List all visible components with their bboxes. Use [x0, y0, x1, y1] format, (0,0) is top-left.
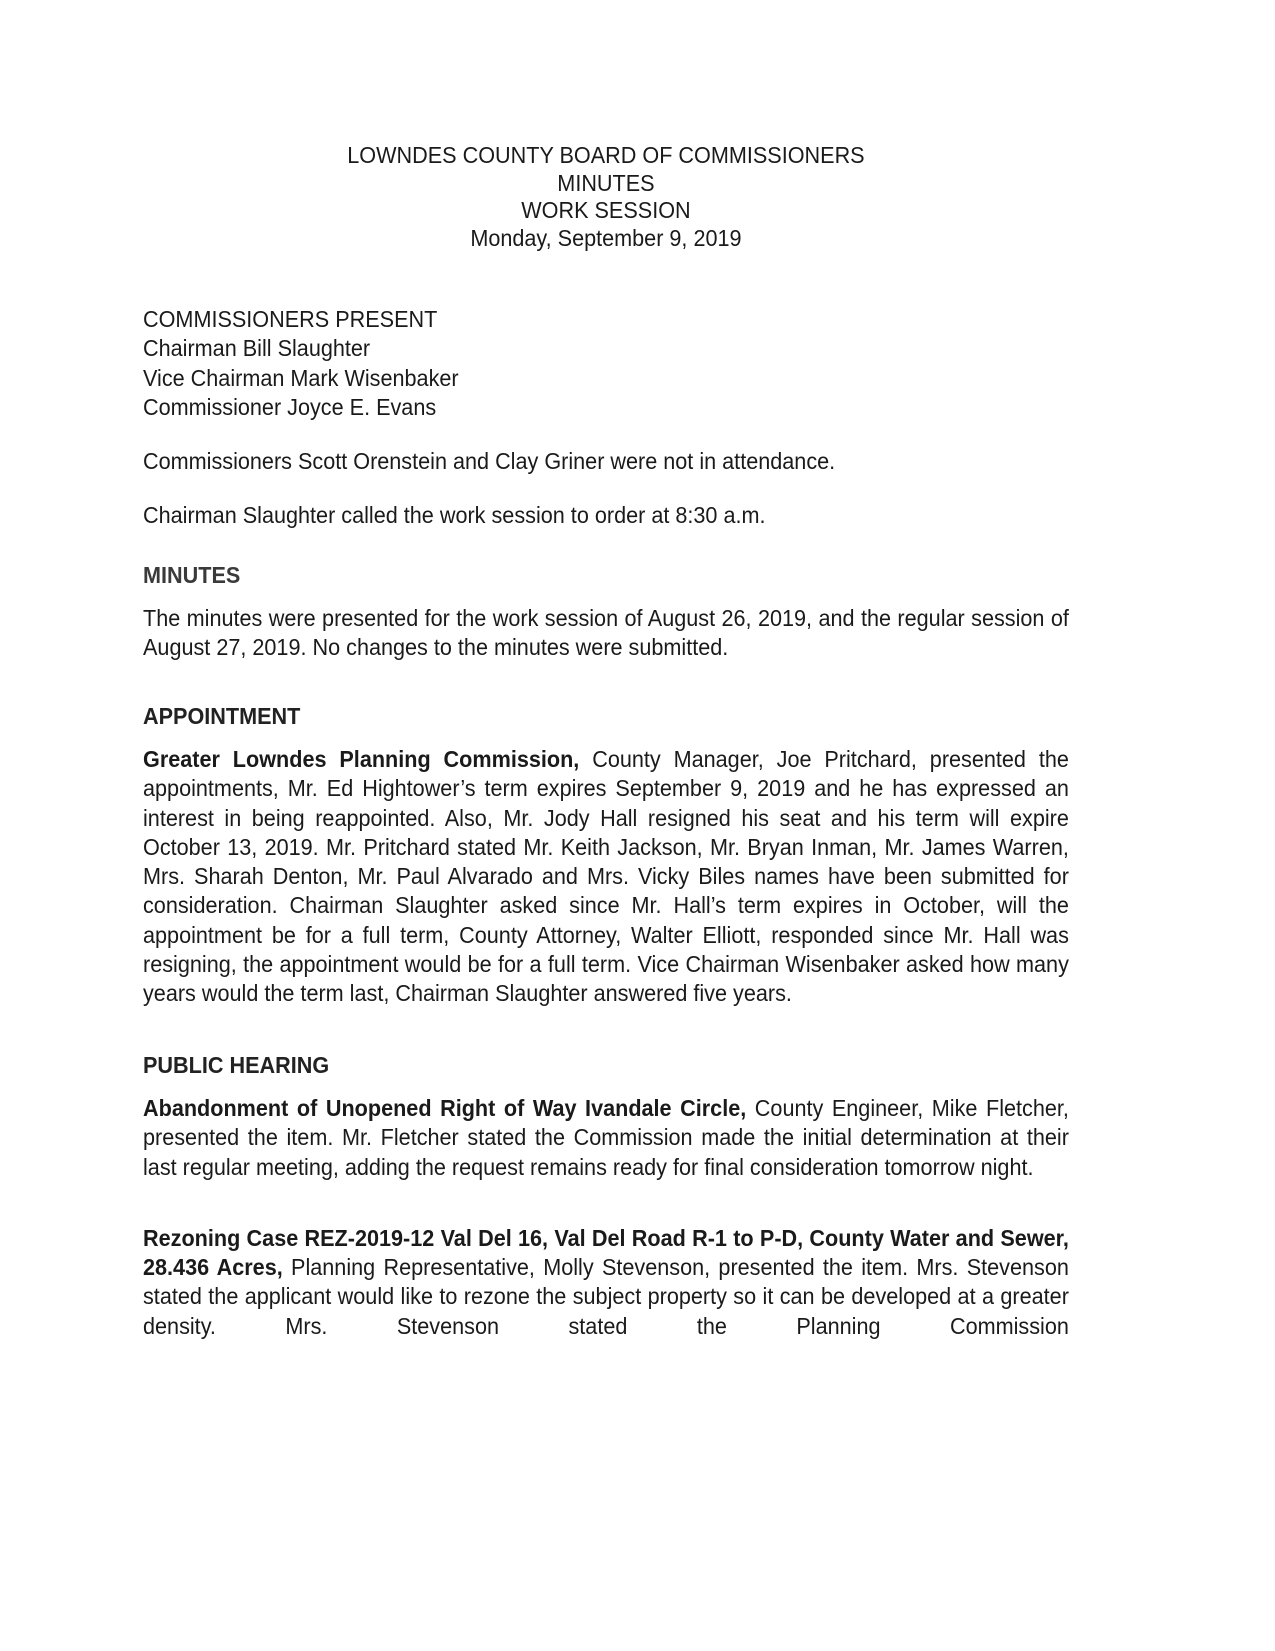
header-document-type: MINUTES	[557, 169, 655, 196]
absent-statement: Commissioners Scott Orenstein and Clay Griner were not in attendance.	[143, 448, 836, 475]
attendee: Commissioner Joyce E. Evans	[143, 393, 437, 420]
attendee: Chairman Bill Slaughter	[143, 335, 371, 362]
attendance-title: COMMISSIONERS PRESENT	[143, 306, 438, 332]
document-header	[143, 142, 1069, 252]
attendee: Vice Chairman Mark Wisenbaker	[143, 364, 459, 391]
item-text: Planning Representative, Molly Stevenson, presented the item. Mrs. Stevenson stated the applicant would like to rezone the subject property so it can be developed at a greater density. Mrs. Stevenson stated the Planning Commission	[143, 1254, 1069, 1339]
item-title: Abandonment of Unopened Right of Way Ivandale Circle,	[143, 1094, 747, 1121]
item-text: County Manager, Joe Pritchard, presented the appointments, Mr. Ed Hightower’s term expires September 9, 2019 and he has expressed an interest in being reappointed. Also, Mr. Jody Hall resigned his seat and his term will expire October 13, 2019. Mr. Pritchard stated Mr. Keith Jackson, Mr. Bryan Inman, Mr. James Warren, Mrs. Sharah Denton, Mr. Paul Alvarado and Mrs. Vicky Biles names have been submitted for consideration. Chairman Slaughter asked since Mr. Hall’s term expires in October, will the appointment be for a full term, County Attorney, Walter Elliott, responded since Mr. Hall was resigning, the appointment would be for a full term. Vice Chairman Wisenbaker asked how many years would the term last, Chairman Slaughter answered five years.	[143, 745, 1069, 1007]
header-organization: LOWNDES COUNTY BOARD OF COMMISSIONERS	[347, 142, 865, 168]
public-hearing-item	[143, 1224, 1069, 1341]
section-heading-appointment: APPOINTMENT	[143, 702, 301, 729]
item-title: Rezoning Case REZ-2019-12 Val Del 16, Val Del Road R-1 to P-D, County Water and Sewer, 28.436 Acres,	[143, 1224, 1069, 1281]
item-text: County Engineer, Mike Fletcher, presented the item. Mr. Fletcher stated the Commission made the initial determination at their last regular meeting, adding the request remains ready for final consideration tomorrow night.	[143, 1094, 1069, 1180]
header-session-type: WORK SESSION	[521, 197, 691, 223]
public-hearing-item	[143, 1094, 1069, 1182]
appointment-item	[143, 745, 1069, 1009]
minutes-paragraph: The minutes were presented for the work session of August 26, 2019, and the regular session of August 27, 2019. No changes to the minutes were submitted.	[143, 605, 1069, 661]
section-heading-minutes: MINUTES	[143, 561, 241, 588]
call-to-order: Chairman Slaughter called the work session to order at 8:30 a.m.	[143, 502, 766, 529]
item-title: Greater Lowndes Planning Commission,	[143, 745, 580, 772]
commissioners-present	[143, 305, 1069, 422]
document-page	[143, 140, 1069, 1341]
section-heading-public-hearing: PUBLIC HEARING	[143, 1051, 330, 1078]
header-date: Monday, September 9, 2019	[470, 224, 742, 251]
